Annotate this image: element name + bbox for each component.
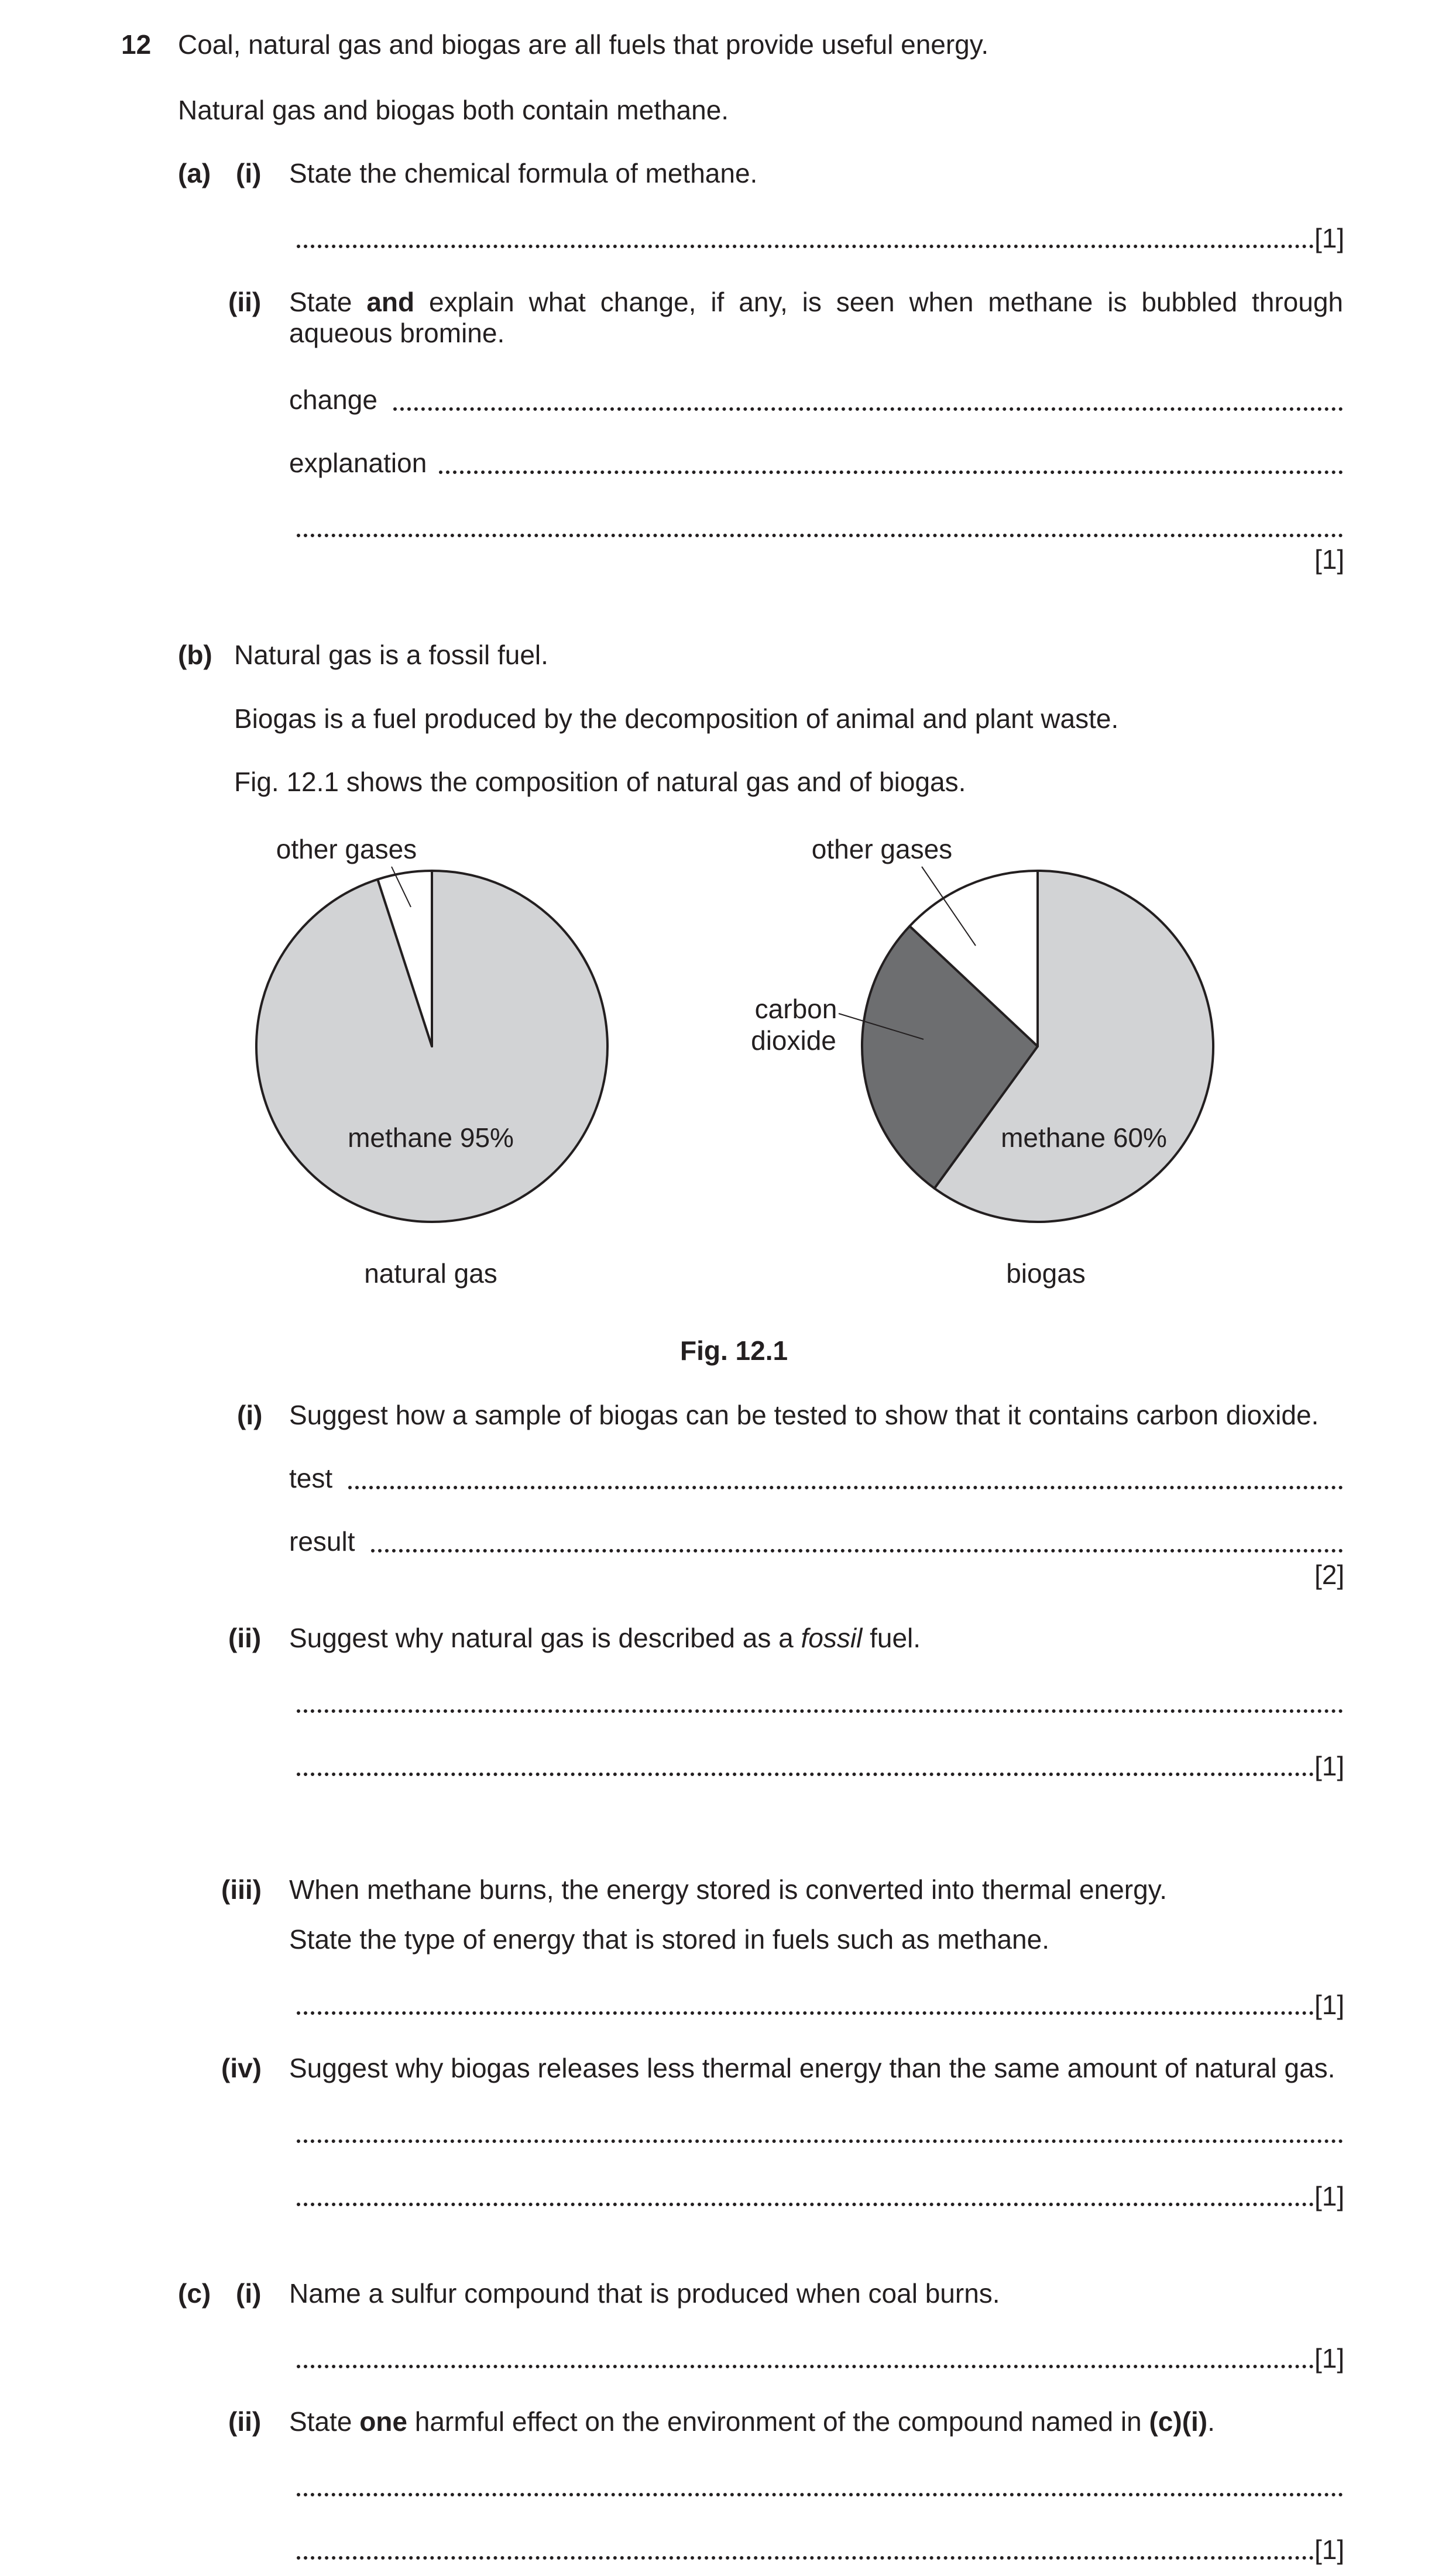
mark-c-i: [1] bbox=[1314, 2343, 1345, 2374]
part-c-i-text: Name a sulfur compound that is produced when coal burns. bbox=[289, 2278, 1000, 2309]
part-c-label: (c) bbox=[178, 2278, 211, 2309]
label-biogas-dioxide: dioxide bbox=[751, 1025, 836, 1056]
answer-line-explanation-2[interactable] bbox=[297, 534, 1343, 537]
answer-line-b-iv-2[interactable] bbox=[297, 2203, 1314, 2206]
part-b-ii-text: Suggest why natural gas is described as a fossil fuel. bbox=[289, 1623, 921, 1653]
change-label: change bbox=[289, 384, 377, 415]
part-b-i-label: (i) bbox=[237, 1400, 263, 1430]
mark-b-ii: [1] bbox=[1314, 1751, 1345, 1781]
mark-b-i: [2] bbox=[1314, 1560, 1345, 1590]
answer-line-a-i[interactable] bbox=[297, 245, 1314, 248]
part-c-ii-text: State one harmful effect on the environment of the compound named in (c)(i). bbox=[289, 2406, 1215, 2437]
part-b-text-3: Fig. 12.1 shows the composition of natural gas and of biogas. bbox=[234, 767, 966, 797]
mark-b-iii: [1] bbox=[1314, 1990, 1345, 2020]
question-intro-2: Natural gas and biogas both contain methane. bbox=[178, 95, 729, 125]
part-b-iii-text-2: State the type of energy that is stored in fuels such as methane. bbox=[289, 1924, 1049, 1955]
part-a-ii-label: (ii) bbox=[228, 287, 262, 317]
answer-line-b-iv-1[interactable] bbox=[297, 2139, 1343, 2143]
label-natural-methane: methane 95% bbox=[348, 1122, 514, 1153]
mark-c-ii: [1] bbox=[1314, 2534, 1345, 2565]
mark-b-iv: [1] bbox=[1314, 2181, 1345, 2211]
part-a-i-label: (i) bbox=[236, 158, 262, 188]
part-b-iii-text-1: When methane burns, the energy stored is converted into thermal energy. bbox=[289, 1874, 1168, 1905]
part-a-label: (a) bbox=[178, 158, 211, 188]
answer-line-c-i[interactable] bbox=[297, 2365, 1314, 2368]
question-intro: Coal, natural gas and biogas are all fuels that provide useful energy. bbox=[178, 29, 989, 60]
part-a-ii-text: State and explain what change, if any, is seen when methane is bubbled through aqueous bromine. bbox=[289, 287, 1343, 348]
part-c-ii-label: (ii) bbox=[228, 2406, 262, 2437]
fig-12-1 bbox=[0, 808, 1452, 1334]
part-b-text-2: Biogas is a fuel produced by the decomposition of animal and plant waste. bbox=[234, 703, 1119, 734]
part-b-label: (b) bbox=[178, 640, 212, 670]
pie-natural-gas bbox=[256, 871, 607, 1222]
part-b-iv-label: (iv) bbox=[221, 2053, 262, 2083]
title-biogas: biogas bbox=[1006, 1258, 1086, 1289]
answer-line-change[interactable] bbox=[393, 407, 1343, 411]
part-b-i-text: Suggest how a sample of biogas can be tested to show that it contains carbon dioxide. bbox=[289, 1400, 1319, 1430]
label-natural-other-gases: other gases bbox=[276, 834, 417, 864]
test-label: test bbox=[289, 1463, 333, 1493]
question-number: 12 bbox=[121, 29, 152, 60]
answer-line-test[interactable] bbox=[348, 1486, 1343, 1489]
mark-a-i: [1] bbox=[1314, 223, 1345, 253]
label-biogas-carbon: carbon bbox=[754, 994, 837, 1024]
part-b-iii-label: (iii) bbox=[221, 1874, 262, 1905]
part-a-i-text: State the chemical formula of methane. bbox=[289, 158, 758, 188]
label-biogas-other-gases: other gases bbox=[811, 834, 953, 864]
mark-a-ii: [1] bbox=[1314, 544, 1345, 575]
answer-line-b-ii-2[interactable] bbox=[297, 1773, 1314, 1776]
part-b-ii-label: (ii) bbox=[228, 1623, 262, 1653]
answer-line-explanation[interactable] bbox=[439, 470, 1343, 474]
answer-line-b-iii[interactable] bbox=[297, 2011, 1314, 2015]
figure-caption: Fig. 12.1 bbox=[680, 1335, 788, 1366]
explanation-label: explanation bbox=[289, 448, 427, 478]
result-label: result bbox=[289, 1526, 355, 1557]
part-b-iv-text: Suggest why biogas releases less thermal energy than the same amount of natural gas. bbox=[289, 2053, 1336, 2083]
answer-line-c-ii-1[interactable] bbox=[297, 2493, 1343, 2496]
label-biogas-methane: methane 60% bbox=[1001, 1122, 1167, 1153]
answer-line-c-ii-2[interactable] bbox=[297, 2556, 1314, 2560]
part-b-text-1: Natural gas is a fossil fuel. bbox=[234, 640, 548, 670]
answer-line-result[interactable] bbox=[371, 1549, 1343, 1553]
part-c-i-label: (i) bbox=[236, 2278, 262, 2309]
title-natural-gas: natural gas bbox=[364, 1258, 497, 1289]
answer-line-b-ii-1[interactable] bbox=[297, 1709, 1343, 1713]
pie-biogas bbox=[862, 871, 1213, 1222]
